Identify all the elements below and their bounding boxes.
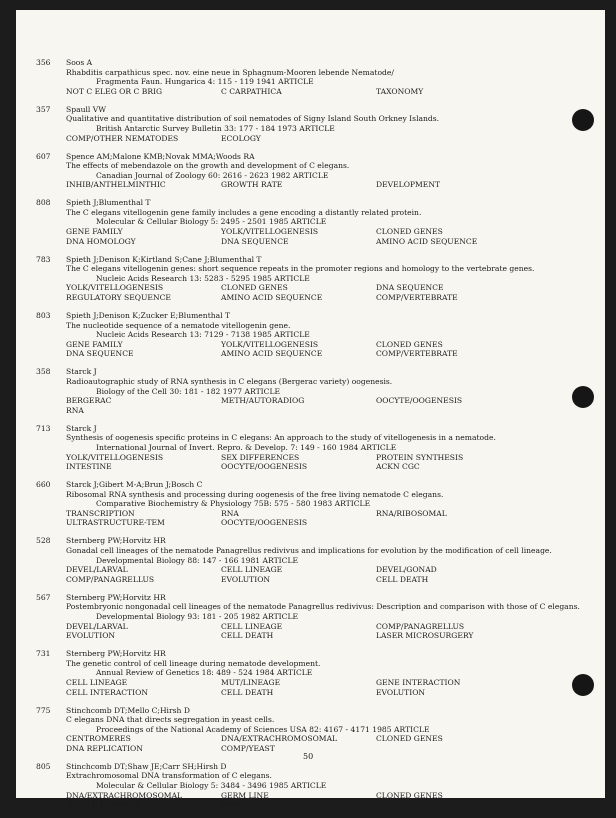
entry-citation: Molecular & Cellular Biology 5: 3484 - 3496 1985 ARTICLE [96, 781, 327, 791]
entry-citation: Nucleic Acids Research 13: 7129 - 7138 1985 ARTICLE [96, 330, 310, 340]
keyword-row [66, 87, 605, 97]
keyword-row [66, 631, 605, 641]
bibliography-entry [16, 424, 605, 472]
keyword: INTESTINE [66, 462, 112, 472]
keyword: SEX DIFFERENCES [221, 452, 300, 462]
bibliography-entry [16, 762, 605, 810]
keyword: ACKN CGC [376, 462, 420, 472]
bibliography-list [16, 58, 605, 818]
entry-number: 731 [36, 649, 51, 659]
keyword: EVOLUTION [376, 687, 426, 697]
keyword: CELL LINEAGE [221, 621, 283, 631]
keyword [221, 406, 376, 416]
entry-citation: British Antarctic Survey Bulletin 33: 177 - 184 1973 ARTICLE [96, 123, 335, 133]
keyword [376, 406, 516, 416]
entry-number: 357 [36, 104, 51, 114]
keyword: DEVEL/GONAD [376, 565, 437, 575]
keyword: COMP/VERTEBRATE [376, 349, 458, 359]
keyword-row [66, 453, 605, 463]
keyword: GROWTH RATE [221, 180, 283, 190]
keyword: DEVELOPMENT [376, 180, 441, 190]
keyword: DNA SEQUENCE [376, 283, 444, 293]
keyword: YOLK/VITELLOGENESIS [66, 452, 164, 462]
keyword: ULTRASTRUCTURE-TEM [66, 518, 165, 528]
keyword: CELL INTERACTION [66, 687, 149, 697]
entry-citation: Proceedings of the National Academy of Sciences USA 82: 4167 - 4171 1985 ARTICLE [96, 724, 430, 734]
keyword-row [66, 340, 605, 350]
keyword: OOCYTE/OOGENESIS [221, 462, 308, 472]
keyword-row [66, 518, 605, 528]
keyword: AMINO ACID SEQUENCE [221, 349, 323, 359]
keyword-row [66, 406, 605, 416]
bibliography-entry [16, 593, 605, 641]
entry-authors: Sternberg PW;Horvitz HR [66, 592, 166, 602]
keyword-row [66, 396, 605, 406]
bibliography-entry [16, 536, 605, 584]
keyword: INHIB/ANTHELMINTHIC [66, 180, 166, 190]
entry-authors: Starck J;Gibert M-A;Brun J;Bosch C [66, 480, 203, 490]
keyword: DNA SEQUENCE [66, 349, 134, 359]
keyword: GENE FAMILY [66, 339, 123, 349]
entry-authors: Starck J [66, 367, 97, 377]
entry-citation: International Journal of Invert. Repro. & Develop. 7: 149 - 160 1984 ARTICLE [96, 442, 397, 452]
entry-number: 783 [36, 254, 51, 264]
entry-title: Ribosomal RNA synthesis and processing during oogenesis of the free living nematode C elegans. [66, 489, 444, 499]
entry-authors: Spieth J;Denison K;Kirtland S;Cane J;Blumenthal T [66, 254, 262, 264]
keyword: CELL LINEAGE [66, 677, 128, 687]
keyword: DEVEL/LARVAL [66, 621, 128, 631]
keyword: CLONED GENES [376, 227, 443, 237]
keyword-row [66, 791, 605, 801]
keyword: CELL DEATH [221, 631, 274, 641]
keyword: OOCYTE/OOGENESIS [221, 518, 308, 528]
entry-number: 607 [36, 151, 51, 161]
keyword: CELL DEATH [376, 574, 429, 584]
keyword: DNA/EXTRACHROMOSOMAL [66, 790, 183, 800]
keyword: DNA HOMOLOGY [66, 236, 136, 246]
keyword: CLONED GENES [376, 790, 443, 800]
keyword: GERM LINE [221, 790, 269, 800]
bibliography-page [16, 10, 605, 810]
entry-citation: Annual Review of Genetics 18: 489 - 524 1984 ARTICLE [96, 668, 313, 678]
entry-citation: Comparative Biochemistry & Physiology 75B: 575 - 580 1983 ARTICLE [96, 499, 371, 509]
keyword [376, 800, 516, 810]
keyword: CLONED GENES [376, 734, 443, 744]
entry-title: The C elegans vitellogenin genes: short sequence repeats in the promoter regions and homology to the vertebrate genes. [66, 264, 535, 274]
keyword: RNA/RIBOSOMAL [376, 508, 447, 518]
entry-title: Radioautographic study of RNA synthesis in C elegans (Bergerac variety) oogenesis. [66, 376, 393, 386]
keyword-row [66, 575, 605, 585]
entry-citation: Developmental Biology 88: 147 - 166 1981 ARTICLE [96, 555, 299, 565]
keyword-row [66, 734, 605, 744]
bibliography-entry [16, 58, 605, 96]
entry-authors: Spaull VW [66, 104, 107, 114]
keyword: COMP/VERTEBRATE [376, 293, 458, 303]
keyword-row [66, 744, 605, 754]
entry-citation: Molecular & Cellular Biology 5: 2495 - 2501 1985 ARTICLE [96, 217, 327, 227]
keyword-row [66, 180, 605, 190]
bibliography-entry [16, 649, 605, 697]
keyword: NOT C ELEG OR C BRIG [66, 86, 163, 96]
entry-authors: Stinchcomb DT;Mello C;Hirsh D [66, 705, 190, 715]
keyword: COMP/PANAGRELLUS [376, 621, 465, 631]
entry-number: 660 [36, 480, 51, 490]
entry-authors: Spieth J;Denison K;Zucker E;Blumenthal T [66, 311, 231, 321]
entry-number: 528 [36, 536, 51, 546]
keyword: COMP/OTHER NEMATODES [66, 133, 179, 143]
keyword: OOCYTE/OOGENESIS [376, 396, 463, 406]
entry-authors: Sternberg PW;Horvitz HR [66, 536, 166, 546]
entry-title: The C elegans vitellogenin gene family includes a gene encoding a distantly related protein. [66, 207, 422, 217]
keyword: MUT/LINEAGE [221, 677, 281, 687]
entry-title: Qualitative and quantitative distribution of soil nematodes of Signy Island South Orkney Islands. [66, 114, 440, 124]
keyword: COMP/PANAGRELLUS [66, 574, 155, 584]
keyword: YOLK/VITELLOGENESIS [66, 283, 164, 293]
entry-number: 808 [36, 198, 51, 208]
keyword: YOLK/VITELLOGENESIS [221, 227, 319, 237]
keyword: AMINO ACID SEQUENCE [376, 236, 478, 246]
keyword-row [66, 283, 605, 293]
keyword: ECOLOGY [221, 133, 261, 143]
keyword: LASER MICROSURGERY [376, 631, 474, 641]
keyword-row [66, 800, 605, 810]
entry-number: 803 [36, 311, 51, 321]
keyword: TRANSCRIPTION [66, 508, 135, 518]
entry-number: 567 [36, 592, 51, 602]
keyword: REGULATORY SEQUENCE [66, 293, 171, 303]
keyword: EVOLUTION [221, 574, 271, 584]
entry-authors: Spence AM;Malone KMB;Novak MMA;Woods RA [66, 151, 255, 161]
bibliography-entry [16, 480, 605, 528]
entry-citation: Developmental Biology 93: 181 - 205 1982 ARTICLE [96, 612, 299, 621]
keyword [376, 744, 516, 754]
keyword: DNA REPLICATION [66, 743, 143, 753]
entry-title: Postembryonic nongonadal cell lineages of the nematode Panagrellus redivivus: Description and comparison with those of C elegans. [66, 602, 580, 612]
keyword-row [66, 134, 605, 144]
keyword-row [66, 293, 605, 303]
keyword: METH/AUTORADIOG [221, 396, 305, 406]
entry-authors: Stinchcomb DT;Shaw JE;Carr SH;Hirsh D [66, 761, 227, 771]
entry-title: C elegans DNA that directs segregation in yeast cells. [66, 715, 275, 725]
keyword: EVOLUTION [66, 631, 116, 641]
keyword-row [66, 509, 605, 519]
keyword-row [66, 237, 605, 247]
bibliography-entry [16, 706, 605, 754]
page-number: 50 [303, 752, 314, 761]
keyword [376, 518, 516, 528]
keyword: GENE FAMILY [66, 227, 123, 237]
keyword: BERGERAC [66, 396, 112, 406]
entry-number: 775 [36, 705, 51, 715]
keyword: AMINO ACID SEQUENCE [221, 293, 323, 303]
keyword: IN SITU HYBRIDIZ [66, 800, 141, 810]
entry-authors: Spieth J;Blumenthal T [66, 198, 151, 208]
keyword: DNA SEQUENCE [221, 236, 289, 246]
entry-number: 356 [36, 58, 51, 67]
bibliography-entry [16, 311, 605, 359]
entry-authors: Soos A [66, 58, 93, 67]
keyword: CLONED GENES [376, 339, 443, 349]
bibliography-entry [16, 255, 605, 303]
keyword: RNA [221, 508, 239, 518]
entry-citation: Fragmenta Faun. Hungarica 4: 115 - 119 1941 ARTICLE [96, 77, 314, 87]
keyword: RNA [66, 405, 84, 415]
keyword: DNA/EXTRACHROMOSOMAL [221, 734, 338, 744]
entry-citation: Canadian Journal of Zoology 60: 2616 - 2623 1982 ARTICLE [96, 170, 329, 180]
entry-authors: Starck J [66, 423, 97, 433]
keyword: MOSAIC [221, 800, 255, 810]
bibliography-entry [16, 367, 605, 415]
keyword-row [66, 349, 605, 359]
keyword: DEVEL/LARVAL [66, 565, 128, 575]
entry-title: The genetic control of cell lineage during nematode development. [66, 658, 321, 668]
keyword: CELL LINEAGE [221, 565, 283, 575]
keyword: C CARPATHICA [221, 86, 282, 96]
keyword [376, 134, 516, 144]
entry-title: The nucleotide sequence of a nematode vitellogenin gene. [66, 320, 291, 330]
keyword: TAXONOMY [376, 86, 424, 96]
keyword-row [66, 678, 605, 688]
entry-citation: Biology of the Cell 30: 181 - 182 1977 ARTICLE [96, 386, 281, 396]
entry-citation: Nucleic Acids Research 13: 5283 - 5295 1985 ARTICLE [96, 273, 310, 283]
keyword: GENE INTERACTION [376, 677, 461, 687]
entry-title: Rhabditis carpathicus spec. nov. eine neue in Sphagnum-Mooren lebende Nematode/ [66, 67, 394, 77]
entry-title: The effects of mebendazole on the growth and development of C elegans. [66, 161, 350, 171]
keyword: YOLK/VITELLOGENESIS [221, 339, 319, 349]
bibliography-entry [16, 152, 605, 190]
bibliography-entry [16, 105, 605, 143]
entry-title: Synthesis of oogenesis specific proteins in C elegans: An approach to the study of vitellogenesis in a nematode. [66, 433, 496, 443]
keyword: CELL DEATH [221, 687, 274, 697]
keyword-row [66, 227, 605, 237]
keyword: CLONED GENES [221, 283, 288, 293]
keyword-row [66, 462, 605, 472]
keyword-row [66, 622, 605, 632]
keyword-row [66, 688, 605, 698]
entry-authors: Sternberg PW;Horvitz HR [66, 649, 166, 659]
entry-title: Gonadal cell lineages of the nematode Panagrellus redivivus and implications for evolution by the modification of cell lineage. [66, 546, 552, 556]
keyword: CENTROMERES [66, 734, 131, 744]
keyword: COMP/YEAST [221, 743, 275, 753]
entry-number: 358 [36, 367, 51, 377]
keyword-row [66, 565, 605, 575]
entry-number: 713 [36, 423, 51, 433]
entry-title: Extrachromosomal DNA transformation of C elegans. [66, 771, 272, 781]
keyword: PROTEIN SYNTHESIS [376, 452, 464, 462]
entry-number: 805 [36, 761, 51, 771]
bibliography-entry [16, 198, 605, 246]
